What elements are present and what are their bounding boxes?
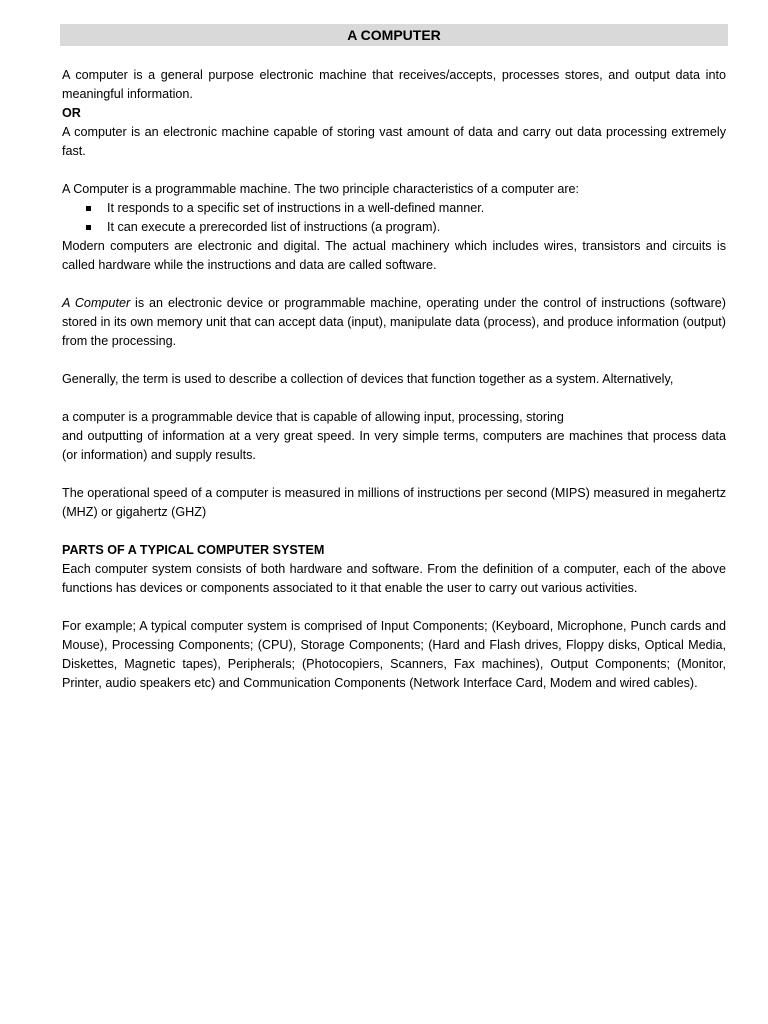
document-body — [62, 66, 726, 693]
or-separator: OR — [62, 106, 81, 120]
spacer — [62, 389, 726, 408]
section-heading: PARTS OF A TYPICAL COMPUTER SYSTEM — [62, 543, 325, 557]
programmable-intro: A Computer is a programmable machine. The two principle characteristics of a computer are: — [62, 182, 580, 196]
example-paragraph: For example; A typical computer system is comprised of Input Components; (Keyboard, Microphone, Punch cards and Mouse), Processing Components; (CPU), Storage Components; (Hard and Flash drives, Floppy disks, Optical Media, Diskettes, Magnetic tapes), Peripherals; (Photocopiers, Scanners, Fax machines), Output Components; (Monitor, Printer, audio speakers etc) and Communication Components (Network Interface Card, Modem and wired cables). — [62, 619, 726, 690]
spacer — [62, 275, 726, 294]
device-definition-paragraph — [62, 294, 726, 351]
alternative-paragraph: and outputting of information at a very great speed. In very simple terms, computers are machines that process data (or information) and supply results. — [62, 429, 726, 462]
alternative-line: a computer is a programmable device that is capable of allowing input, processing, storing — [62, 410, 564, 424]
list-item — [86, 218, 726, 237]
square-bullet-icon — [86, 206, 91, 211]
list-item-text: It responds to a specific set of instructions in a well-defined manner. — [107, 201, 485, 215]
spacer — [62, 351, 726, 370]
spacer — [62, 465, 726, 484]
parts-paragraph: Each computer system consists of both hardware and software. From the definition of a computer, each of the above functions has devices or components associated to it that enable the user to carry out various activities. — [62, 562, 726, 595]
definition-paragraph-1: A computer is a general purpose electronic machine that receives/accepts, processes stores, and output data into meaningful information. — [62, 68, 726, 101]
definition-paragraph-2: A computer is an electronic machine capable of storing vast amount of data and carry out data processing extremely fast. — [62, 125, 726, 158]
spacer — [62, 161, 726, 180]
device-definition-text: is an electronic device or programmable machine, operating under the control of instructions (software) stored in its own memory unit that can accept data (input), manipulate data (process), and produce information (output) from the processing. — [62, 296, 726, 348]
spacer — [62, 598, 726, 617]
spacer — [62, 522, 726, 541]
square-bullet-icon — [86, 225, 91, 230]
characteristics-list — [62, 199, 726, 237]
modern-computers-paragraph: Modern computers are electronic and digital. The actual machinery which includes wires, transistors and circuits is called hardware while the instructions and data are called software. — [62, 239, 726, 272]
document-title: A COMPUTER — [60, 24, 728, 46]
document-page — [62, 24, 726, 693]
device-term: A Computer — [62, 296, 131, 310]
speed-paragraph: The operational speed of a computer is measured in millions of instructions per second (MIPS) measured in megahertz (MHZ) or gigahertz (GHZ) — [62, 486, 726, 519]
list-item — [86, 199, 726, 218]
list-item-text: It can execute a prerecorded list of instructions (a program). — [107, 220, 441, 234]
generally-paragraph: Generally, the term is used to describe a collection of devices that function together as a system. Alternatively, — [62, 372, 674, 386]
